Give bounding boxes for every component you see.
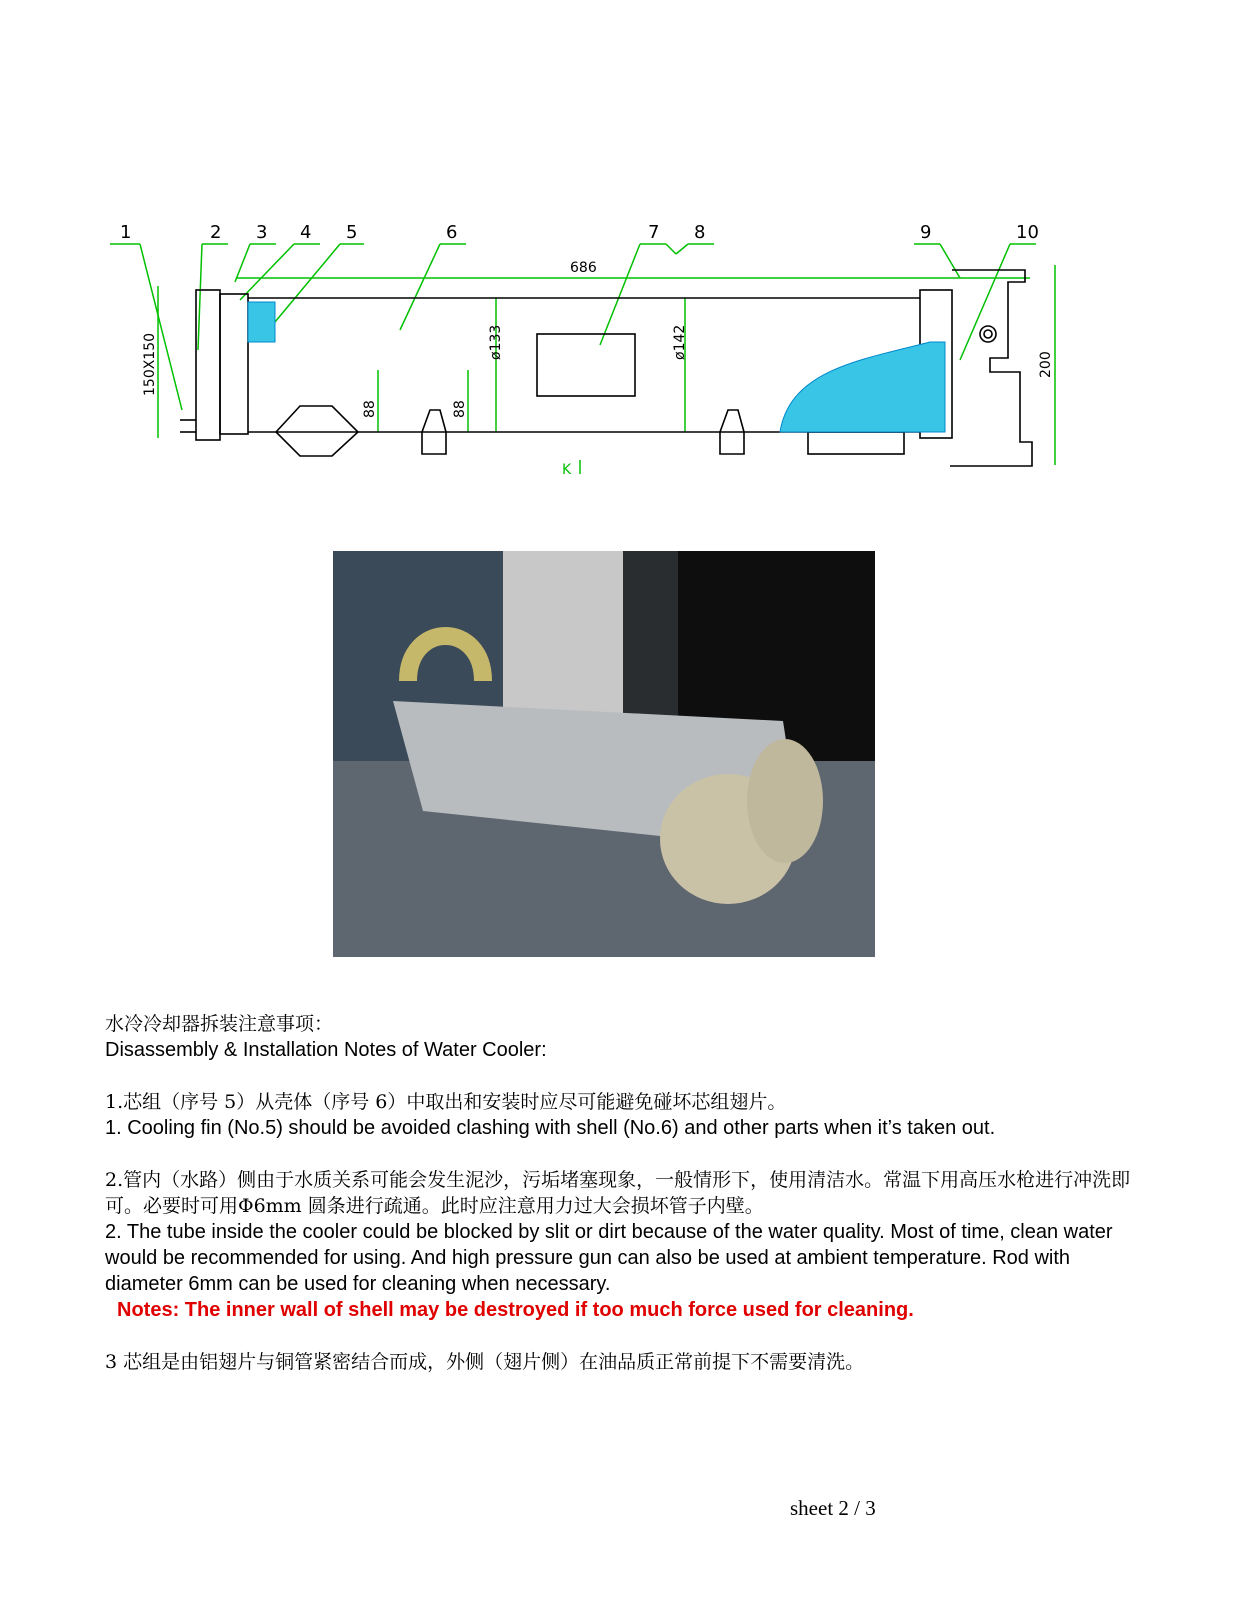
view-mark: K	[562, 462, 572, 478]
part-number-2: 2	[210, 222, 222, 243]
dim-h2: 88	[452, 400, 468, 418]
note2-en: 2. The tube inside the cooler could be blocked by slit or dirt because of the water quality. Most of time, clean water would be recommended for using. And high pressure gun can also be used at ambient temperature. Rod with diameter 6mm can be used for cleaning when necessary.	[105, 1221, 1113, 1295]
dim-left-flange: 150X150	[142, 332, 158, 396]
photo-scene	[333, 551, 875, 957]
dim-dia2: ø142	[672, 324, 688, 360]
part-number-3: 3	[256, 222, 268, 243]
note3-cn: 3 芯组是由铝翅片与铜管紧密结合而成，外侧（翅片侧）在油品质正常前提下不需要清洗。	[105, 1351, 865, 1373]
note2-cn: 2.管内（水路）侧由于水质关系可能会发生泥沙，污垢堵塞现象，一般情形下，使用清洁水。常温下用高压水枪进行冲洗即可。必要时可用Φ6mm 圆条进行疏通。此时应注意用力过大会损坏管子内壁。	[105, 1169, 1131, 1217]
note1-cn: 1.芯组（序号 5）从壳体（序号 6）中取出和安装时应尽可能避免碰坏芯组翅片。	[105, 1091, 787, 1113]
dim-length: 686	[570, 260, 597, 276]
part-number-5: 5	[346, 222, 358, 243]
part-number-9: 9	[920, 222, 932, 243]
notes-text	[105, 1011, 1145, 1375]
note1-en: 1. Cooling fin (No.5) should be avoided clashing with shell (No.6) and other parts when it’s taken out.	[105, 1117, 996, 1139]
note2-warning: Notes: The inner wall of shell may be destroyed if too much force used for cleaning.	[117, 1299, 914, 1321]
part-number-1: 1	[120, 222, 132, 243]
part-number-6: 6	[446, 222, 458, 243]
part-number-4: 4	[300, 222, 312, 243]
title-en: Disassembly & Installation Notes of Water Cooler:	[105, 1039, 547, 1061]
title-cn: 水冷冷却器拆装注意事项：	[105, 1013, 334, 1035]
part-number-8: 8	[694, 222, 706, 243]
technical-drawing	[100, 210, 1080, 490]
dim-height-right: 200	[1038, 351, 1054, 378]
water-cooler-photo	[333, 551, 875, 957]
part-number-10: 10	[1016, 222, 1039, 243]
dim-h1: 88	[362, 400, 378, 418]
dim-dia1: ø133	[488, 324, 504, 360]
part-number-7: 7	[648, 222, 660, 243]
sheet-number: sheet 2 / 3	[790, 1496, 876, 1520]
